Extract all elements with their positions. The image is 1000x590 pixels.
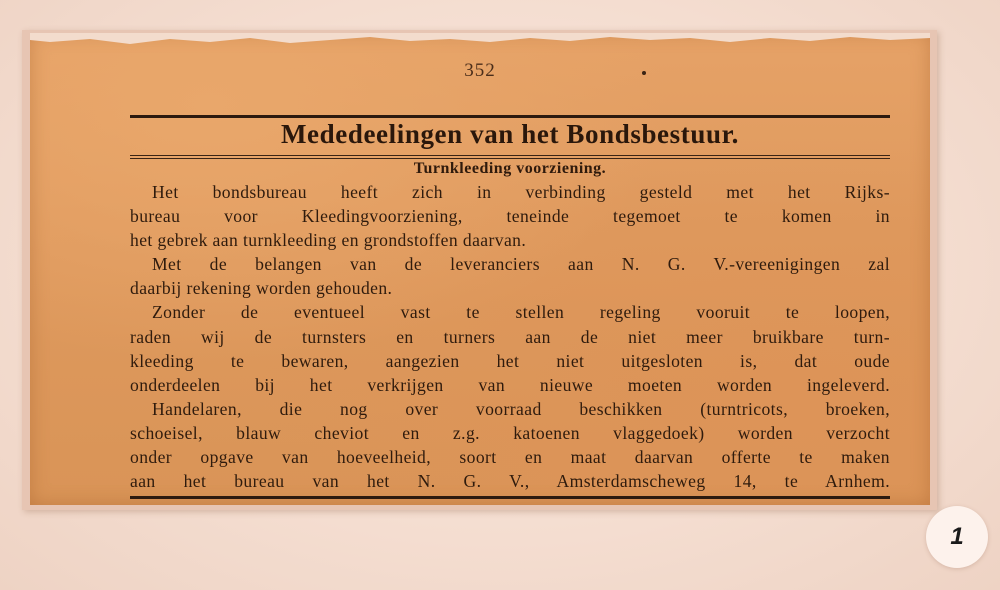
body-line: kleeding te bewaren, aangezien het niet uitgesloten is, dat oude (130, 350, 890, 371)
body-line: Handelaren, die nog over voorraad beschikken (turntricots, broeken, (152, 398, 890, 419)
body-line: raden wij de turnsters en turners aan de niet meer bruikbare turn- (130, 326, 890, 347)
body-line: bureau voor Kleedingvoorziening, teneinde tegemoet te komen in (130, 206, 890, 227)
body-line: Het bondsbureau heeft zich in verbinding gesteld met het Rijks- (152, 182, 890, 202)
article-bottom-rule (130, 496, 890, 499)
body-line: Zonder de eventueel vast te stellen regeling vooruit te loopen, (152, 302, 890, 323)
body-line: daarbij rekening worden gehouden. (130, 278, 393, 299)
article-body (130, 180, 890, 493)
body-line: onderdeelen bij het verkrijgen van nieuwe moeten worden ingeleverd. (130, 374, 890, 395)
article-heading: Mededeelingen van het Bondsbestuur. (280, 119, 740, 149)
heading-top-rule (130, 115, 890, 118)
newspaper-clipping (30, 33, 930, 505)
body-line: schoeisel, blauw cheviot en z.g. katoenen vlaggedoek) worden verzocht (130, 422, 890, 443)
article-subheading: Turnkleeding voorziening. (413, 160, 607, 177)
torn-edge (30, 33, 930, 47)
body-line: het gebrek aan turnkleeding en grondstoffen daarvan. (130, 230, 527, 251)
heading-bottom-rule-2 (130, 158, 890, 159)
heading-bottom-rule (130, 155, 890, 156)
page-number: 352 (464, 60, 496, 81)
body-line: onder opgave van hoeveelheid, soort en maat daarvan offerte te maken (130, 447, 890, 468)
print-speck (642, 71, 646, 75)
body-line: Met de belangen van de leveranciers aan N. G. V.-vereenigingen zal (152, 254, 890, 275)
exhibit-number-badge: 1 (926, 506, 988, 568)
body-line: aan het bureau van het N. G. V., Amsterdamscheweg 14, te Arnhem. (130, 471, 890, 492)
